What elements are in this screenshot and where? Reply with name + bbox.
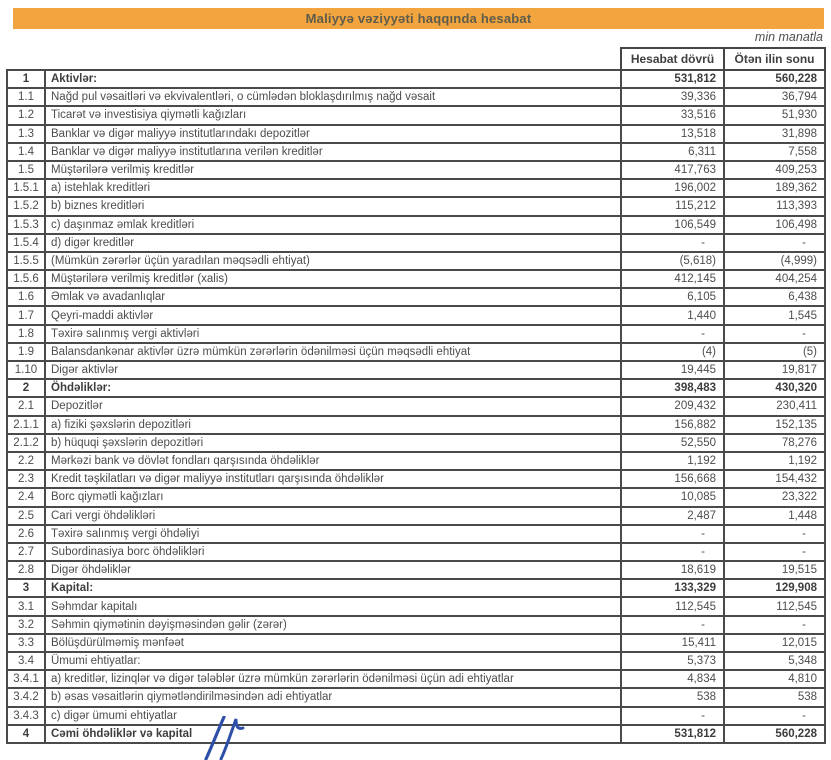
value-current-period: 13,518 xyxy=(621,125,724,143)
row-number: 1.2 xyxy=(7,106,45,124)
table-row xyxy=(7,488,825,506)
table-row xyxy=(7,597,825,615)
row-number: 3.2 xyxy=(7,616,45,634)
row-label: Əmlak və avadanlıqlar xyxy=(45,288,621,306)
table-row xyxy=(7,252,825,270)
value-previous-year-end: 1,448 xyxy=(724,507,825,525)
value-current-period: - xyxy=(621,543,724,561)
table-header xyxy=(7,48,825,70)
value-previous-year-end: 7,558 xyxy=(724,143,825,161)
row-number: 2.2 xyxy=(7,452,45,470)
value-current-period: 2,487 xyxy=(621,507,724,525)
row-number: 3.4.3 xyxy=(7,707,45,725)
row-label: c) daşınmaz əmlak kreditləri xyxy=(45,216,621,234)
value-previous-year-end: 152,135 xyxy=(724,416,825,434)
value-current-period: 15,411 xyxy=(621,634,724,652)
row-number: 2 xyxy=(7,379,45,397)
row-number: 1.10 xyxy=(7,361,45,379)
financial-position-table xyxy=(6,47,826,744)
value-previous-year-end: (4,999) xyxy=(724,252,825,270)
row-label: b) biznes kreditləri xyxy=(45,197,621,215)
value-current-period: 6,311 xyxy=(621,143,724,161)
row-label: Cəmi öhdəliklər və kapital xyxy=(45,725,621,743)
row-label: Banklar və digər maliyyə institutlarındakı depozitlər xyxy=(45,125,621,143)
table-row xyxy=(7,343,825,361)
row-number: 1.3 xyxy=(7,125,45,143)
row-label: c) digər ümumi ehtiyatlar xyxy=(45,707,621,725)
header-spacer xyxy=(45,48,621,70)
header-spacer xyxy=(7,48,45,70)
value-previous-year-end: 51,930 xyxy=(724,106,825,124)
value-current-period: 4,834 xyxy=(621,670,724,688)
value-current-period: 39,336 xyxy=(621,88,724,106)
row-label: Depozitlər xyxy=(45,397,621,415)
header-row xyxy=(7,48,825,70)
value-current-period: 398,483 xyxy=(621,379,724,397)
value-current-period: (4) xyxy=(621,343,724,361)
report-title-banner xyxy=(13,8,824,29)
table-row xyxy=(7,361,825,379)
column-header-current-period: Hesabat dövrü xyxy=(621,48,724,70)
row-label: Öhdəliklər: xyxy=(45,379,621,397)
row-number: 1.1 xyxy=(7,88,45,106)
value-current-period: 538 xyxy=(621,688,724,706)
table-row xyxy=(7,652,825,670)
value-current-period: (5,618) xyxy=(621,252,724,270)
value-previous-year-end: 4,810 xyxy=(724,670,825,688)
value-previous-year-end: 6,438 xyxy=(724,288,825,306)
row-label: Digər aktivlər xyxy=(45,361,621,379)
row-label: b) əsas vəsaitlərin qiymətləndirilməsindən adi ehtiyatlar xyxy=(45,688,621,706)
row-label: Mərkəzi bank və dövlət fondları qarşısında öhdəliklər xyxy=(45,452,621,470)
value-previous-year-end: - xyxy=(724,616,825,634)
value-previous-year-end: 129,908 xyxy=(724,579,825,597)
row-label: a) istehlak kreditləri xyxy=(45,179,621,197)
value-current-period: - xyxy=(621,525,724,543)
value-previous-year-end: 78,276 xyxy=(724,434,825,452)
table-row xyxy=(7,434,825,452)
row-number: 1.5 xyxy=(7,161,45,179)
value-previous-year-end: 230,411 xyxy=(724,397,825,415)
value-previous-year-end: 36,794 xyxy=(724,88,825,106)
value-current-period: - xyxy=(621,616,724,634)
value-previous-year-end: 23,322 xyxy=(724,488,825,506)
row-label: Nağd pul vəsaitləri və ekvivalentləri, o cümlədən bloklaşdırılmış nağd vəsait xyxy=(45,88,621,106)
table-row xyxy=(7,616,825,634)
row-label: Digər öhdəliklər xyxy=(45,561,621,579)
table-row xyxy=(7,416,825,434)
table-row xyxy=(7,670,825,688)
row-label: Borc qiymətli kağızları xyxy=(45,488,621,506)
value-current-period: 1,440 xyxy=(621,306,724,324)
table-row xyxy=(7,561,825,579)
row-number: 2.1.1 xyxy=(7,416,45,434)
value-current-period: 112,545 xyxy=(621,597,724,615)
table-row xyxy=(7,688,825,706)
value-previous-year-end: 430,320 xyxy=(724,379,825,397)
row-label: Təxirə salınmış vergi öhdəliyi xyxy=(45,525,621,543)
row-number: 1.5.5 xyxy=(7,252,45,270)
row-number: 1.5.1 xyxy=(7,179,45,197)
row-number: 2.1.2 xyxy=(7,434,45,452)
row-label: Təxirə salınmış vergi aktivləri xyxy=(45,325,621,343)
value-current-period: 531,812 xyxy=(621,70,724,88)
value-current-period: 531,812 xyxy=(621,725,724,743)
value-current-period: 18,619 xyxy=(621,561,724,579)
table-row xyxy=(7,288,825,306)
row-number: 2.5 xyxy=(7,507,45,525)
row-number: 3.4.1 xyxy=(7,670,45,688)
value-previous-year-end: 31,898 xyxy=(724,125,825,143)
value-previous-year-end: - xyxy=(724,325,825,343)
row-number: 1.5.4 xyxy=(7,234,45,252)
table-row xyxy=(7,179,825,197)
row-number: 2.8 xyxy=(7,561,45,579)
row-number: 1 xyxy=(7,70,45,88)
value-current-period: 6,105 xyxy=(621,288,724,306)
value-current-period: 19,445 xyxy=(621,361,724,379)
row-number: 3.4.2 xyxy=(7,688,45,706)
table-row xyxy=(7,125,825,143)
row-label: Müştərilərə verilmiş kreditlər (xalis) xyxy=(45,270,621,288)
table-row xyxy=(7,397,825,415)
value-current-period: 33,516 xyxy=(621,106,724,124)
value-previous-year-end: 1,545 xyxy=(724,306,825,324)
value-previous-year-end: 189,362 xyxy=(724,179,825,197)
table-row xyxy=(7,634,825,652)
value-previous-year-end: 12,015 xyxy=(724,634,825,652)
row-number: 1.8 xyxy=(7,325,45,343)
table-row xyxy=(7,88,825,106)
table-row xyxy=(7,707,825,725)
row-label: Ticarət və investisiya qiymətli kağızları xyxy=(45,106,621,124)
table-row xyxy=(7,197,825,215)
value-previous-year-end: 560,228 xyxy=(724,70,825,88)
table-body xyxy=(7,70,825,743)
value-previous-year-end: - xyxy=(724,525,825,543)
row-label: Subordinasiya borc öhdəlikləri xyxy=(45,543,621,561)
row-number: 2.3 xyxy=(7,470,45,488)
table-row xyxy=(7,234,825,252)
value-previous-year-end: - xyxy=(724,543,825,561)
value-previous-year-end: 5,348 xyxy=(724,652,825,670)
row-number: 1.9 xyxy=(7,343,45,361)
row-label: Ümumi ehtiyatlar: xyxy=(45,652,621,670)
table-row xyxy=(7,106,825,124)
table-row xyxy=(7,452,825,470)
value-current-period: 115,212 xyxy=(621,197,724,215)
row-label: a) kreditlər, lizinqlər və digər tələblər üzrə mümkün zərərlərin ödənilməsi üçün adi ehtiyatlar xyxy=(45,670,621,688)
value-current-period: 10,085 xyxy=(621,488,724,506)
report-title: Maliyyə vəziyyəti haqqında hesabat xyxy=(305,11,532,26)
table-row xyxy=(7,325,825,343)
value-previous-year-end: 409,253 xyxy=(724,161,825,179)
row-number: 1.5.3 xyxy=(7,216,45,234)
value-current-period: 5,373 xyxy=(621,652,724,670)
row-number: 2.1 xyxy=(7,397,45,415)
row-number: 3.1 xyxy=(7,597,45,615)
row-label: Bölüşdürülməmiş mənfəət xyxy=(45,634,621,652)
row-label: (Mümkün zərərlər üçün yaradılan məqsədli ehtiyat) xyxy=(45,252,621,270)
value-current-period: - xyxy=(621,325,724,343)
value-current-period: 196,002 xyxy=(621,179,724,197)
row-number: 3 xyxy=(7,579,45,597)
table-row xyxy=(7,507,825,525)
value-previous-year-end: 113,393 xyxy=(724,197,825,215)
value-current-period: 133,329 xyxy=(621,579,724,597)
table-row xyxy=(7,270,825,288)
row-number: 3.4 xyxy=(7,652,45,670)
table-row xyxy=(7,70,825,88)
row-number: 2.6 xyxy=(7,525,45,543)
table-row xyxy=(7,579,825,597)
value-previous-year-end: (5) xyxy=(724,343,825,361)
table-row xyxy=(7,470,825,488)
value-previous-year-end: - xyxy=(724,234,825,252)
value-current-period: 52,550 xyxy=(621,434,724,452)
table-row xyxy=(7,525,825,543)
value-current-period: - xyxy=(621,707,724,725)
column-header-previous-year-end: Ötən ilin sonu xyxy=(724,48,825,70)
row-number: 2.4 xyxy=(7,488,45,506)
value-previous-year-end: 19,515 xyxy=(724,561,825,579)
row-number: 1.5.2 xyxy=(7,197,45,215)
table-row xyxy=(7,161,825,179)
value-current-period: 156,668 xyxy=(621,470,724,488)
value-previous-year-end: 560,228 xyxy=(724,725,825,743)
value-previous-year-end: 112,545 xyxy=(724,597,825,615)
value-previous-year-end: - xyxy=(724,707,825,725)
value-current-period: 417,763 xyxy=(621,161,724,179)
value-previous-year-end: 106,498 xyxy=(724,216,825,234)
table-row xyxy=(7,306,825,324)
row-label: Kapital: xyxy=(45,579,621,597)
value-current-period: 412,145 xyxy=(621,270,724,288)
row-number: 1.6 xyxy=(7,288,45,306)
row-number: 2.7 xyxy=(7,543,45,561)
row-label: b) hüquqi şəxslərin depozitləri xyxy=(45,434,621,452)
value-current-period: 209,432 xyxy=(621,397,724,415)
value-current-period: - xyxy=(621,234,724,252)
row-number: 4 xyxy=(7,725,45,743)
row-label: a) fiziki şəxslərin depozitləri xyxy=(45,416,621,434)
row-label: d) digər kreditlər xyxy=(45,234,621,252)
table-row xyxy=(7,379,825,397)
row-label: Müştərilərə verilmiş kreditlər xyxy=(45,161,621,179)
row-number: 1.4 xyxy=(7,143,45,161)
value-previous-year-end: 19,817 xyxy=(724,361,825,379)
value-current-period: 106,549 xyxy=(621,216,724,234)
value-current-period: 1,192 xyxy=(621,452,724,470)
row-label: Balansdankənar aktivlər üzrə mümkün zərərlərin ödənilməsi üçün məqsədli ehtiyat xyxy=(45,343,621,361)
value-previous-year-end: 1,192 xyxy=(724,452,825,470)
value-current-period: 156,882 xyxy=(621,416,724,434)
row-label: Kredit təşkilatları və digər maliyyə institutları qarşısında öhdəliklər xyxy=(45,470,621,488)
table-row xyxy=(7,543,825,561)
row-label: Banklar və digər maliyyə institutlarına verilən kreditlər xyxy=(45,143,621,161)
value-previous-year-end: 154,432 xyxy=(724,470,825,488)
table-row xyxy=(7,216,825,234)
table-row xyxy=(7,725,825,743)
value-previous-year-end: 404,254 xyxy=(724,270,825,288)
row-number: 1.5.6 xyxy=(7,270,45,288)
row-label: Səhmin qiymətinin dəyişməsindən gəlir (zərər) xyxy=(45,616,621,634)
row-label: Cari vergi öhdəlikləri xyxy=(45,507,621,525)
row-label: Qeyri-maddi aktivlər xyxy=(45,306,621,324)
row-label: Səhmdar kapitalı xyxy=(45,597,621,615)
row-label: Aktivlər: xyxy=(45,70,621,88)
value-previous-year-end: 538 xyxy=(724,688,825,706)
row-number: 1.7 xyxy=(7,306,45,324)
row-number: 3.3 xyxy=(7,634,45,652)
unit-note: min manatla xyxy=(754,30,823,44)
table-row xyxy=(7,143,825,161)
